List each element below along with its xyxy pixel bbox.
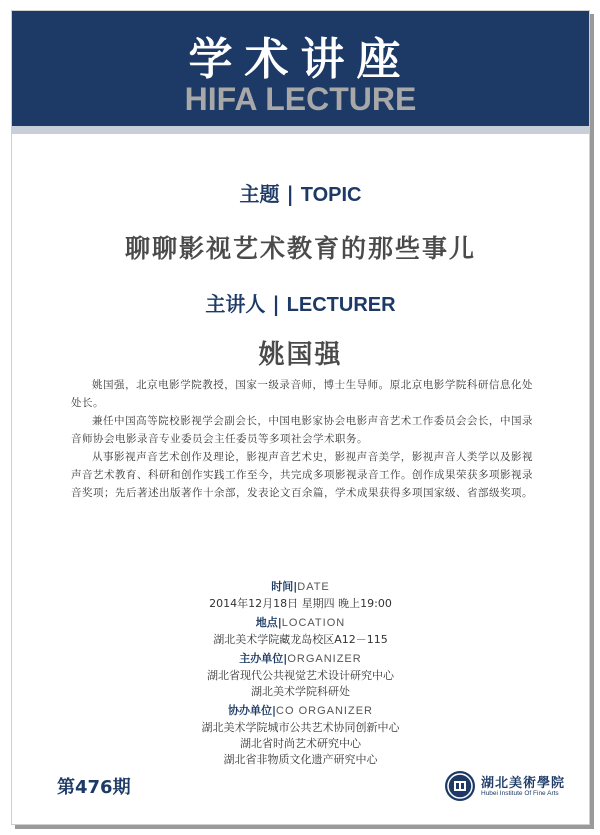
co-organizer-value: 湖北省时尚艺术研究中心 <box>240 737 361 750</box>
school-logo-name: 湖北美術學院 <box>481 776 566 791</box>
lecturer-label <box>12 288 589 317</box>
topic-label-en: TOPIC <box>300 184 362 206</box>
co-organizer-value: 湖北省非物质文化遗产研究中心 <box>223 753 378 766</box>
location-heading <box>12 614 589 632</box>
school-logo <box>445 771 575 805</box>
date-value: 2014年12月18日 星期四 晚上19:00 <box>209 597 392 610</box>
topic-label <box>12 178 589 207</box>
school-seal-icon <box>445 771 475 801</box>
lecturer-label-en: LECTURER <box>286 294 396 316</box>
date-heading <box>12 578 589 596</box>
lecturer-bio <box>71 376 533 502</box>
event-info <box>12 576 589 768</box>
organizer-label-separator: | <box>283 652 288 665</box>
date-label-en: DATE <box>297 581 330 593</box>
topic-label-zh: 主题 <box>239 182 280 206</box>
bio-paragraph: 兼任中国高等院校影视学会副会长，中国电影家协会电影声音艺术工作委员会会长，中国录音师协会电影录音专业委员会主任委员等多项社会学术职务。 <box>71 415 533 445</box>
date-label-zh: 时间 <box>271 580 294 593</box>
poster-header <box>12 11 589 126</box>
organizer-heading <box>12 650 589 668</box>
header-band <box>12 126 589 134</box>
location-label-separator: | <box>277 616 282 629</box>
organizer-label-zh: 主办单位 <box>239 652 284 665</box>
date-label-separator: | <box>293 580 298 593</box>
bio-paragraph: 姚国强，北京电影学院教授，国家一级录音师，博士生导师。原北京电影学院科研信息化处处长。 <box>71 379 533 409</box>
lecturer-label-separator: | <box>272 292 280 316</box>
bio-paragraph: 从事影视声音艺术创作及理论，影视声音艺术史，影视声音美学，影视声音人类学以及影视声音艺术教育、科研和创作实践工作至今，共完成多项影视录音工作。创作成果荣获多项影视录音奖项；先后著述出版著作十余部，发表论文百余篇，学术成果获得多项国家级、省部级奖项。 <box>71 451 533 499</box>
organizer-value: 湖北美术学院科研处 <box>251 685 350 698</box>
location-label-en: LOCATION <box>281 617 346 629</box>
lecture-poster <box>11 10 590 825</box>
co-organizer-label-zh: 协办单位 <box>228 704 272 717</box>
header-title: 学术讲座 <box>188 34 413 85</box>
co-organizer-label-en: CO ORGANIZER <box>276 705 373 717</box>
issue-number: 第476期 <box>57 777 131 798</box>
lecturer-name: 姚国强 <box>258 340 343 370</box>
organizer-label-en: ORGANIZER <box>287 653 362 665</box>
topic-title: 聊聊影视艺术教育的那些事儿 <box>124 234 476 263</box>
school-logo-english: Hubei Institute Of Fine Arts <box>481 790 559 797</box>
topic-label-separator: | <box>286 182 294 206</box>
co-organizer-value: 湖北美术学院城市公共艺术协同创新中心 <box>201 721 400 734</box>
header-subtitle: HIFA LECTURE <box>184 81 417 117</box>
location-value: 湖北美术学院藏龙岛校区A12－115 <box>213 633 388 646</box>
lecturer-label-zh: 主讲人 <box>205 292 266 316</box>
organizer-value: 湖北省现代公共视觉艺术设计研究中心 <box>207 669 394 682</box>
co-organizer-heading <box>12 702 589 720</box>
location-label-zh: 地点 <box>255 616 278 629</box>
co-organizer-label-separator: | <box>272 704 277 717</box>
